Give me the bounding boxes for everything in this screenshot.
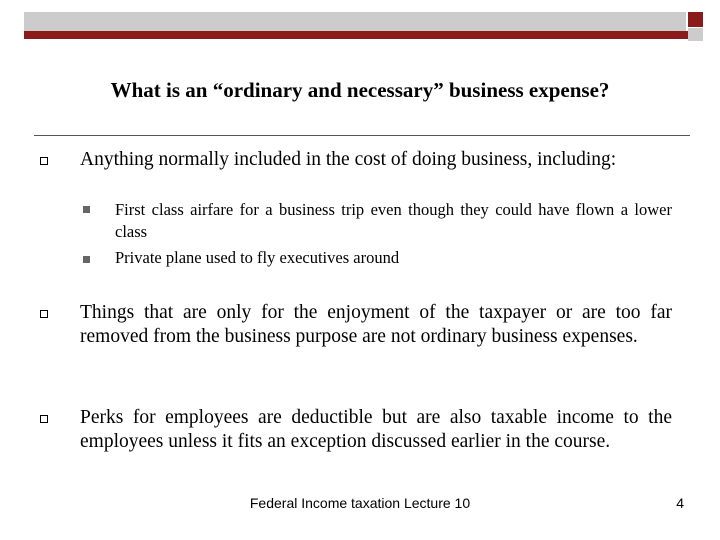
hollow-square-bullet-icon [40,157,48,165]
page-number: 4 [676,495,684,511]
filled-square-bullet-icon [83,206,90,213]
title-divider [34,135,690,136]
slide-title: What is an “ordinary and necessary” business expense? [110,78,610,102]
filled-square-bullet-icon [83,256,90,263]
bullet-text-1: Anything normally included in the cost of doing business, including: [80,149,617,170]
hollow-square-bullet-icon [40,310,48,318]
header-square-red [688,12,703,27]
header-square-gray [688,28,703,41]
header-bar-gray [24,12,686,31]
bullet-text-3: Perks for employees are deductible but are also taxable income to the employees unless it fits an exception discussed earlier in the course. [80,407,672,452]
slide-footer: Federal Income taxation Lecture 10 [249,495,471,511]
sub-bullet-text-1: First class airfare for a business trip even though they could have flown a lower class [115,200,672,241]
hollow-square-bullet-icon [40,415,48,423]
header-bar-red [24,31,689,39]
bullet-text-2: Things that are only for the enjoyment of the taxpayer or are too far removed from the business purpose are not ordinary business expenses. [80,302,672,347]
sub-bullet-text-2: Private plane used to fly executives around [115,248,400,267]
